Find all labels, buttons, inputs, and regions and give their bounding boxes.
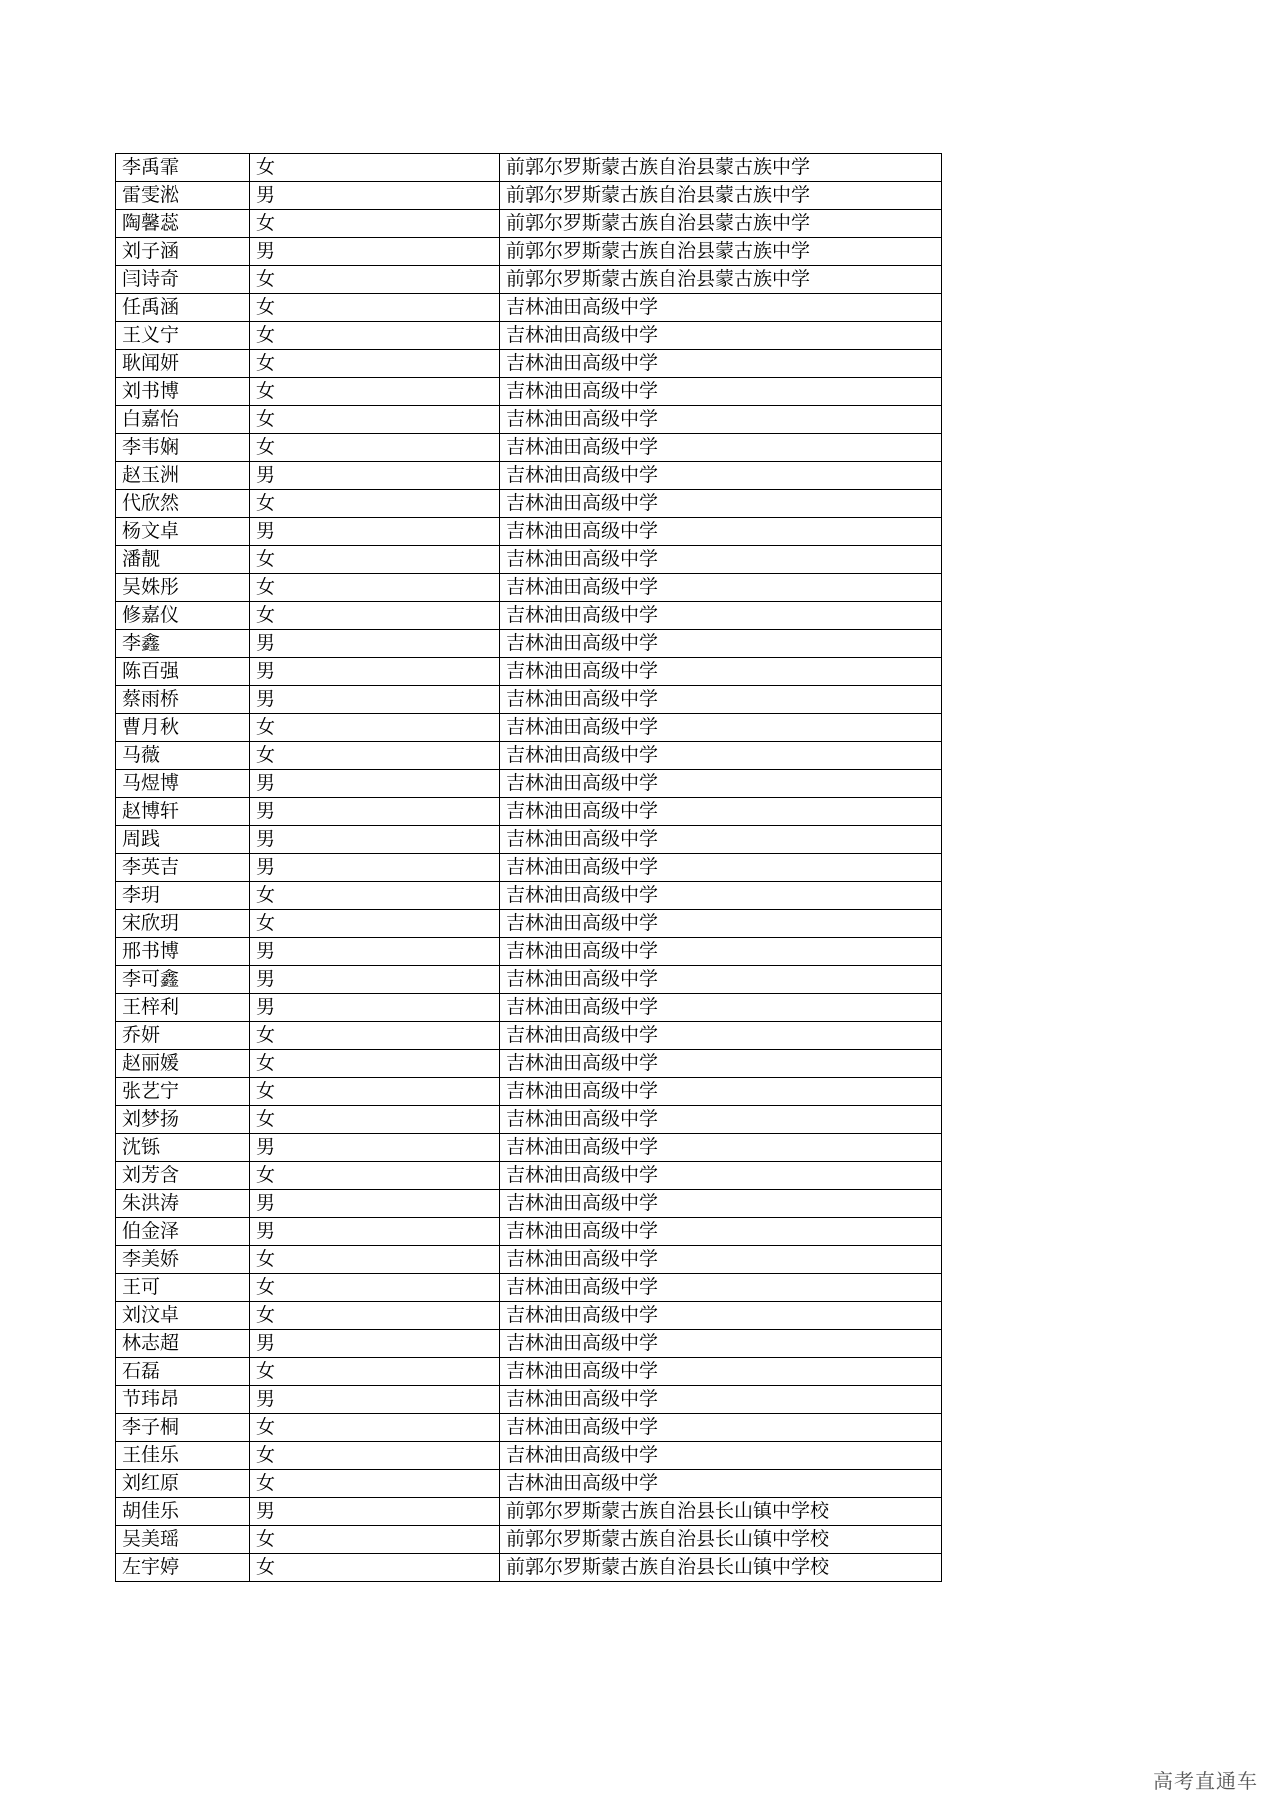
table-row [116,182,942,210]
table-row [116,518,942,546]
school-cell: 吉林油田高级中学 [500,1274,942,1302]
gender-cell: 女 [250,1022,500,1050]
school-cell: 吉林油田高级中学 [500,462,942,490]
name-cell: 张艺宁 [116,1078,250,1106]
table-row [116,1190,942,1218]
gender-cell: 女 [250,434,500,462]
table-row [116,1022,942,1050]
table-row [116,686,942,714]
gender-cell: 女 [250,714,500,742]
gender-cell: 女 [250,1414,500,1442]
student-roster-table [115,153,942,1582]
table-row [116,406,942,434]
table-row [116,378,942,406]
table-row [116,350,942,378]
name-cell: 吴美瑶 [116,1526,250,1554]
name-cell: 刘红原 [116,1470,250,1498]
table-row [116,1106,942,1134]
table-row [116,1526,942,1554]
gender-cell: 女 [250,1246,500,1274]
gender-cell: 女 [250,350,500,378]
table-row [116,966,942,994]
school-cell: 吉林油田高级中学 [500,378,942,406]
name-cell: 王梓利 [116,994,250,1022]
name-cell: 赵博轩 [116,798,250,826]
gender-cell: 女 [250,1078,500,1106]
school-cell: 吉林油田高级中学 [500,1414,942,1442]
table-row [116,1218,942,1246]
table-row [116,938,942,966]
gender-cell: 男 [250,770,500,798]
school-cell: 吉林油田高级中学 [500,322,942,350]
school-cell: 吉林油田高级中学 [500,1330,942,1358]
gender-cell: 男 [250,630,500,658]
name-cell: 李玥 [116,882,250,910]
table-row [116,1134,942,1162]
watermark-text: 高考直通车 [1153,1769,1258,1793]
name-cell: 任禹涵 [116,294,250,322]
gender-cell: 女 [250,1162,500,1190]
school-cell: 吉林油田高级中学 [500,770,942,798]
table-row [116,602,942,630]
name-cell: 陈百强 [116,658,250,686]
name-cell: 胡佳乐 [116,1498,250,1526]
table-row [116,546,942,574]
name-cell: 潘靓 [116,546,250,574]
gender-cell: 女 [250,294,500,322]
table-row [116,1050,942,1078]
school-cell: 吉林油田高级中学 [500,1078,942,1106]
table-row [116,742,942,770]
school-cell: 吉林油田高级中学 [500,1106,942,1134]
gender-cell: 女 [250,1554,500,1582]
table-row [116,770,942,798]
name-cell: 李可鑫 [116,966,250,994]
table-row [116,826,942,854]
gender-cell: 男 [250,1330,500,1358]
school-cell: 吉林油田高级中学 [500,574,942,602]
name-cell: 赵丽媛 [116,1050,250,1078]
gender-cell: 男 [250,854,500,882]
gender-cell: 男 [250,518,500,546]
school-cell: 吉林油田高级中学 [500,1470,942,1498]
name-cell: 李美娇 [116,1246,250,1274]
table-row [116,1330,942,1358]
name-cell: 王义宁 [116,322,250,350]
gender-cell: 女 [250,1274,500,1302]
table-row [116,1498,942,1526]
school-cell: 吉林油田高级中学 [500,714,942,742]
name-cell: 刘梦扬 [116,1106,250,1134]
table-row [116,882,942,910]
school-cell: 吉林油田高级中学 [500,1050,942,1078]
name-cell: 吴姝彤 [116,574,250,602]
name-cell: 赵玉洲 [116,462,250,490]
name-cell: 沈铄 [116,1134,250,1162]
table-row [116,854,942,882]
school-cell: 前郭尔罗斯蒙古族自治县蒙古族中学 [500,238,942,266]
table-row [116,910,942,938]
name-cell: 马煜博 [116,770,250,798]
gender-cell: 男 [250,462,500,490]
school-cell: 吉林油田高级中学 [500,686,942,714]
name-cell: 陶馨蕊 [116,210,250,238]
name-cell: 李禹霏 [116,154,250,182]
gender-cell: 男 [250,1134,500,1162]
gender-cell: 女 [250,742,500,770]
name-cell: 乔妍 [116,1022,250,1050]
gender-cell: 男 [250,1386,500,1414]
school-cell: 吉林油田高级中学 [500,1134,942,1162]
school-cell: 吉林油田高级中学 [500,1442,942,1470]
table-row [116,210,942,238]
name-cell: 周践 [116,826,250,854]
name-cell: 李鑫 [116,630,250,658]
name-cell: 刘芳含 [116,1162,250,1190]
school-cell: 吉林油田高级中学 [500,910,942,938]
gender-cell: 女 [250,210,500,238]
school-cell: 吉林油田高级中学 [500,406,942,434]
gender-cell: 女 [250,490,500,518]
name-cell: 伯金泽 [116,1218,250,1246]
school-cell: 吉林油田高级中学 [500,826,942,854]
gender-cell: 女 [250,574,500,602]
gender-cell: 女 [250,1526,500,1554]
gender-cell: 男 [250,238,500,266]
school-cell: 吉林油田高级中学 [500,658,942,686]
school-cell: 吉林油田高级中学 [500,518,942,546]
school-cell: 吉林油田高级中学 [500,294,942,322]
gender-cell: 男 [250,1498,500,1526]
gender-cell: 男 [250,1218,500,1246]
school-cell: 吉林油田高级中学 [500,1218,942,1246]
school-cell: 吉林油田高级中学 [500,1162,942,1190]
school-cell: 吉林油田高级中学 [500,1190,942,1218]
school-cell: 吉林油田高级中学 [500,630,942,658]
school-cell: 吉林油田高级中学 [500,434,942,462]
gender-cell: 女 [250,154,500,182]
name-cell: 刘子涵 [116,238,250,266]
gender-cell: 女 [250,322,500,350]
school-cell: 吉林油田高级中学 [500,1246,942,1274]
table-row [116,714,942,742]
school-cell: 吉林油田高级中学 [500,966,942,994]
name-cell: 李韦娴 [116,434,250,462]
table-row [116,1386,942,1414]
gender-cell: 女 [250,1106,500,1134]
school-cell: 吉林油田高级中学 [500,1022,942,1050]
school-cell: 吉林油田高级中学 [500,882,942,910]
name-cell: 代欣然 [116,490,250,518]
table-row [116,294,942,322]
table-row [116,1554,942,1582]
gender-cell: 女 [250,602,500,630]
gender-cell: 男 [250,994,500,1022]
school-cell: 吉林油田高级中学 [500,1386,942,1414]
gender-cell: 女 [250,378,500,406]
school-cell: 前郭尔罗斯蒙古族自治县蒙古族中学 [500,266,942,294]
gender-cell: 男 [250,1190,500,1218]
gender-cell: 男 [250,966,500,994]
table-row [116,266,942,294]
gender-cell: 女 [250,1302,500,1330]
gender-cell: 女 [250,1050,500,1078]
school-cell: 吉林油田高级中学 [500,546,942,574]
school-cell: 吉林油田高级中学 [500,742,942,770]
name-cell: 闫诗奇 [116,266,250,294]
name-cell: 耿闻妍 [116,350,250,378]
gender-cell: 女 [250,546,500,574]
name-cell: 邢书博 [116,938,250,966]
school-cell: 吉林油田高级中学 [500,938,942,966]
table-row [116,1470,942,1498]
roster-body [116,154,942,1582]
school-cell: 前郭尔罗斯蒙古族自治县长山镇中学校 [500,1526,942,1554]
table-row [116,462,942,490]
name-cell: 曹月秋 [116,714,250,742]
gender-cell: 男 [250,798,500,826]
school-cell: 吉林油田高级中学 [500,854,942,882]
school-cell: 吉林油田高级中学 [500,798,942,826]
school-cell: 前郭尔罗斯蒙古族自治县蒙古族中学 [500,210,942,238]
table-row [116,1358,942,1386]
school-cell: 吉林油田高级中学 [500,602,942,630]
gender-cell: 男 [250,938,500,966]
gender-cell: 女 [250,1470,500,1498]
gender-cell: 女 [250,266,500,294]
school-cell: 前郭尔罗斯蒙古族自治县长山镇中学校 [500,1554,942,1582]
table-row [116,574,942,602]
table-row [116,1302,942,1330]
gender-cell: 女 [250,1358,500,1386]
name-cell: 左宇婷 [116,1554,250,1582]
name-cell: 节玮昂 [116,1386,250,1414]
gender-cell: 男 [250,658,500,686]
table-row [116,658,942,686]
name-cell: 蔡雨桥 [116,686,250,714]
gender-cell: 男 [250,686,500,714]
school-cell: 吉林油田高级中学 [500,490,942,518]
table-row [116,994,942,1022]
gender-cell: 男 [250,826,500,854]
table-row [116,1414,942,1442]
school-cell: 前郭尔罗斯蒙古族自治县长山镇中学校 [500,1498,942,1526]
name-cell: 刘书博 [116,378,250,406]
name-cell: 宋欣玥 [116,910,250,938]
school-cell: 吉林油田高级中学 [500,1358,942,1386]
gender-cell: 女 [250,882,500,910]
table-row [116,238,942,266]
table-row [116,630,942,658]
name-cell: 李子桐 [116,1414,250,1442]
name-cell: 石磊 [116,1358,250,1386]
table-row [116,490,942,518]
name-cell: 王佳乐 [116,1442,250,1470]
gender-cell: 女 [250,406,500,434]
school-cell: 吉林油田高级中学 [500,1302,942,1330]
name-cell: 雷雯淞 [116,182,250,210]
name-cell: 刘汶卓 [116,1302,250,1330]
name-cell: 王可 [116,1274,250,1302]
name-cell: 修嘉仪 [116,602,250,630]
gender-cell: 女 [250,1442,500,1470]
table-row [116,322,942,350]
table-row [116,1162,942,1190]
table-row [116,1246,942,1274]
name-cell: 李英吉 [116,854,250,882]
school-cell: 前郭尔罗斯蒙古族自治县蒙古族中学 [500,182,942,210]
name-cell: 朱洪涛 [116,1190,250,1218]
table-row [116,1442,942,1470]
table-row [116,1078,942,1106]
table-row [116,434,942,462]
school-cell: 吉林油田高级中学 [500,350,942,378]
table-row [116,798,942,826]
name-cell: 马薇 [116,742,250,770]
name-cell: 杨文卓 [116,518,250,546]
table-row [116,154,942,182]
school-cell: 吉林油田高级中学 [500,994,942,1022]
name-cell: 白嘉怡 [116,406,250,434]
name-cell: 林志超 [116,1330,250,1358]
gender-cell: 男 [250,182,500,210]
gender-cell: 女 [250,910,500,938]
table-row [116,1274,942,1302]
school-cell: 前郭尔罗斯蒙古族自治县蒙古族中学 [500,154,942,182]
